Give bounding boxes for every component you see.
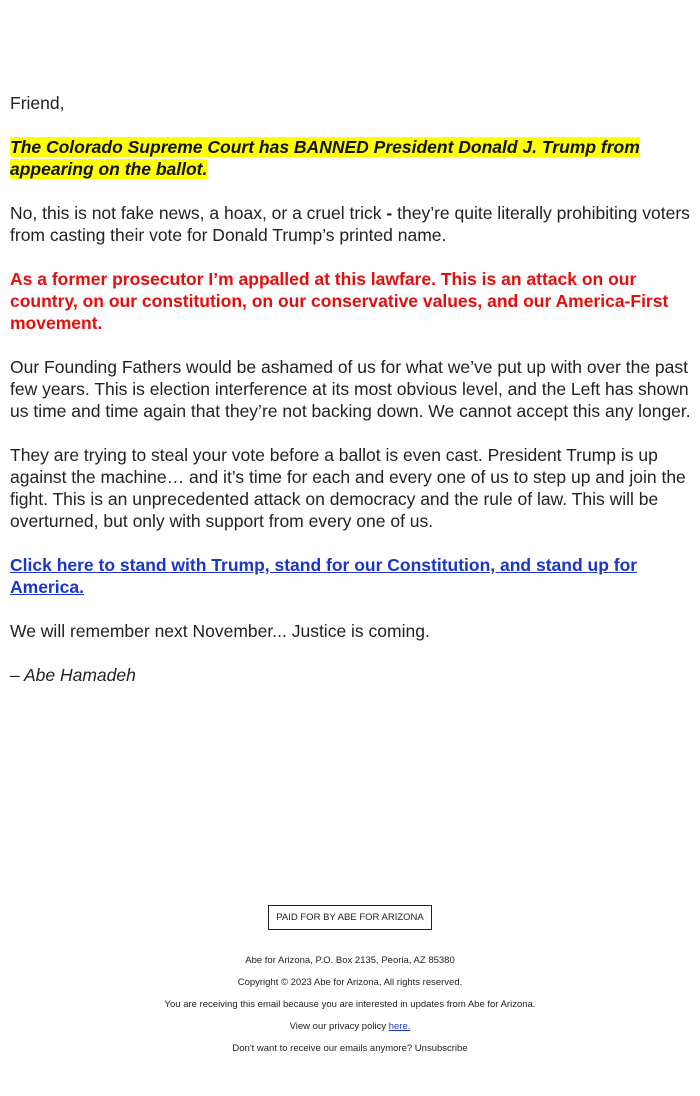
privacy-policy-link[interactable]: here.: [388, 1021, 411, 1032]
paid-for-disclaimer: PAID FOR BY ABE FOR ARIZONA: [268, 905, 431, 930]
privacy-policy-text: View our privacy policy: [289, 1021, 389, 1032]
red-emphasis-paragraph: As a former prosecutor I’m appalled at this lawfare. This is an attack on our country, on our constitution, on our conservative values, and our America-First movement.: [10, 269, 669, 333]
body-paragraph-3: They are trying to steal your vote before a ballot is even cast. President Trump is up against the machine… and it’s time for each and every one of us to step up and join the fight. This is an unprecedented attack on democracy and the rule of law. This will be overturned, but only with support from every one of us.: [10, 445, 686, 531]
mailing-address: Abe for Arizona, P.O. Box 2135, Peoria, AZ 85380: [245, 955, 455, 966]
signature: – Abe Hamadeh: [10, 665, 136, 685]
greeting: Friend,: [10, 93, 65, 113]
unsubscribe-line: [0, 1043, 700, 1054]
unsubscribe-text: Don't want to receive our emails anymore?: [232, 1043, 415, 1054]
copyright-notice: Copyright © 2023 Abe for Arizona, All rights reserved.: [237, 977, 463, 988]
body-paragraph-1-text-continued: they’re quite literally prohibiting voters from casting their vote for Donald Trump’s printed name.: [10, 203, 690, 245]
headline-paragraph: [10, 136, 695, 180]
email-footer: [0, 905, 700, 1065]
body-paragraph-1: [10, 202, 695, 246]
body-paragraph-1-text: No, this is not fake news, a hoax, or a cruel trick: [10, 203, 387, 223]
bold-dash: -: [386, 203, 393, 223]
unsubscribe-link[interactable]: Unsubscribe: [414, 1043, 468, 1054]
subscription-reason: You are receiving this email because you are interested in updates from Abe for Arizona.: [164, 999, 536, 1010]
privacy-policy-line: [0, 1021, 700, 1032]
closing-line: We will remember next November... Justice is coming.: [10, 621, 430, 641]
cta-link[interactable]: Click here to stand with Trump, stand for our Constitution, and stand up for America.: [10, 555, 638, 597]
highlighted-headline: The Colorado Supreme Court has BANNED President Donald J. Trump from appearing on the ballot.: [10, 137, 640, 179]
cta-paragraph: [10, 554, 695, 598]
email-body: [10, 92, 695, 708]
body-paragraph-2: Our Founding Fathers would be ashamed of us for what we’ve put up with over the past few years. This is election interference at its most obvious level, and the Left has shown us time and time again that they’re not backing down. We cannot accept this any longer.: [10, 357, 691, 421]
